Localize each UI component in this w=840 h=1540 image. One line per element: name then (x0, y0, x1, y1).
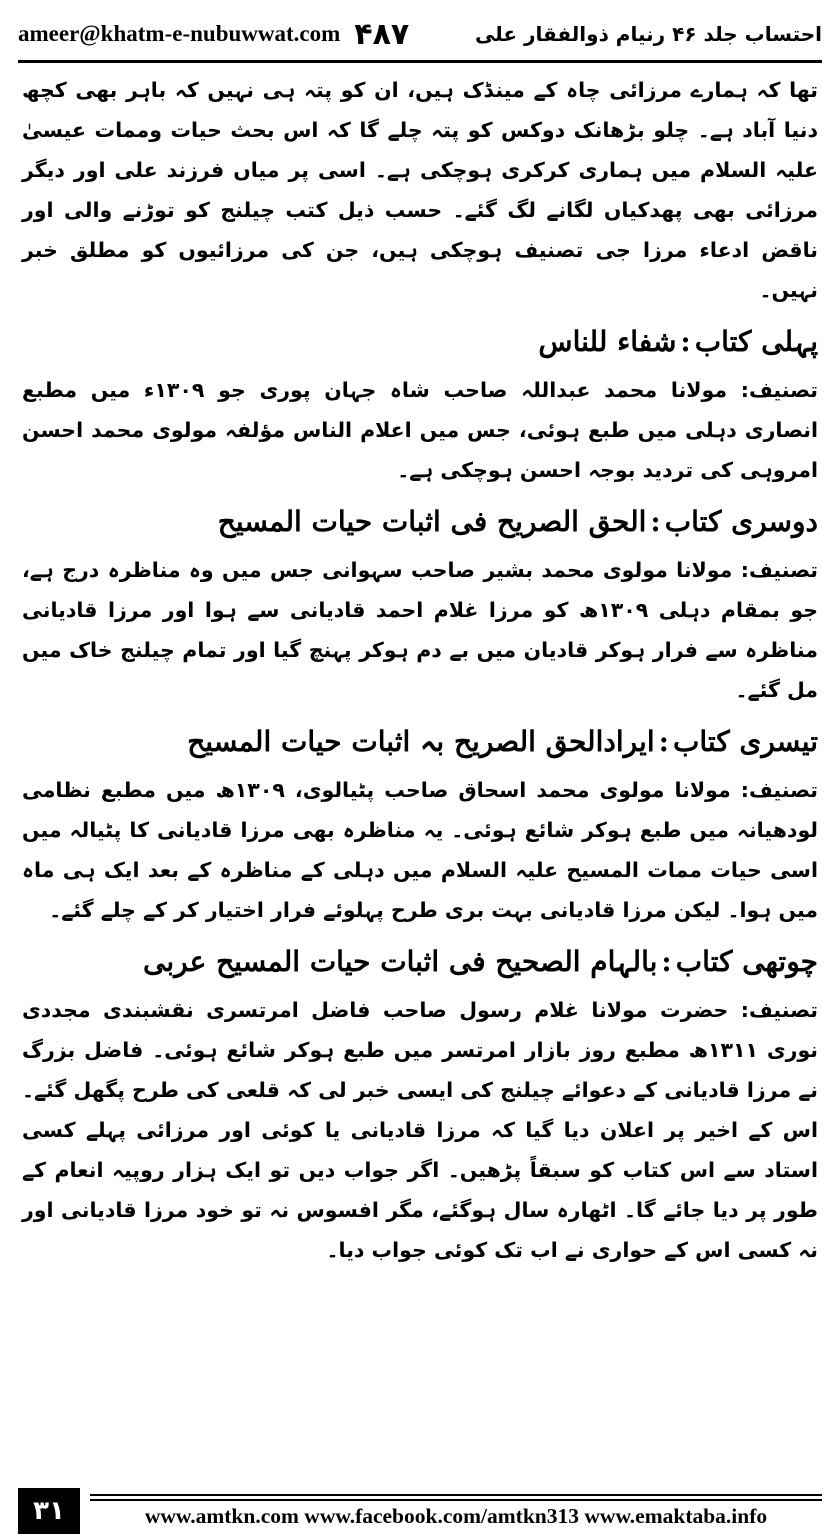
footer-links-area (90, 1488, 822, 1534)
footer-rule-bottom (90, 1499, 822, 1501)
intro-paragraph: تھا کہ ہمارے مرزائی چاہ کے مینڈک ہیں، ان کو پتہ ہی نہیں کہ باہر بھی کچھ دنیا آباد ہے۔ چلو بڑھانک دوکس کو پتہ چلے گا کہ اس بحث حیات وممات عیسیٰ علیہ السلام میں ہماری کرکری ہوچکی ہے۔ اسی پر میاں فرزند علی اور دیگر مرزائی بھی پھدکیاں لگانے لگ گئے۔ حسب ذیل کتب چیلنج کو توڑنے والی اور ناقض ادعاء مرزا جی تصنیف ہوچکی ہیں، جن کی مرزائیوں کو مطلق خبر نہیں۔ (22, 78, 818, 302)
header-page-number: ۴۸۷ (354, 16, 410, 52)
page-header (18, 12, 822, 56)
section-3-title: ایرادالحق الصریح بہ اثبات حیات المسیح (187, 725, 655, 758)
header-email[interactable]: ameer@khatm-e-nubuwwat.com (18, 21, 341, 46)
header-running-title: احتساب جلد ۴۶ رنیام ذوالفقار علی (474, 22, 822, 46)
section-1-title: شفاء للناس (538, 325, 677, 358)
section-2-text: تصنیف: مولانا مولوی محمد بشیر صاحب سہوانی جس میں وہ مناظرہ درج ہے، جو بمقام دہلی ۱۳۰۹ھ کو مرزا غلام احمد قادیانی سے ہوا اور مرزا قادیانی مناظرہ سے فرار ہوکر قادیان میں بے دم ہوکر پہنچ گیا اور تمام چیلنج خاک میں مل گئے۔ (22, 558, 818, 702)
section-1-text: تصنیف: مولانا محمد عبداللہ صاحب شاہ جہان پوری جو ۱۳۰۹ء میں مطبع انصاری دہلی میں طبع ہوئی، جس میں اعلام الناس مؤلفہ مولوی محمد احسن امروہی کی تردید بوجہ احسن ہوچکی ہے۔ (22, 378, 819, 482)
page-body (22, 70, 818, 1270)
section-2-label: دوسری کتاب (664, 505, 818, 538)
footer-links[interactable]: www.amtkn.com www.facebook.com/amtkn313 www.emaktaba.info (144, 1504, 768, 1528)
section-4-text: تصنیف: حضرت مولانا غلام رسول صاحب فاضل امرتسری نقشبندی مجددی نوری ۱۳۱۱ھ مطبع روز بازار امرتسر میں طبع ہوکر شائع ہوئی۔ فاضل بزرگ نے مرزا قادیانی کے دعوائے چیلنج کی ایسی خبر لی کہ قلعی کی طرح پگھل گئے۔ اس کے اخیر پر اعلان دیا گیا کہ مرزا قادیانی یا کوئی اور مرزائی پہلے کسی استاد سے اس کتاب کو سبقاً پڑھیں۔ اگر جواب دیں تو ایک ہزار روپیہ انعام کے طور پر دیا جائے گا۔ اٹھارہ سال ہوگئے، مگر افسوس نہ تو خود مرزا قادیانی اور نہ کسی اس کے حواری نے اب تک کوئی جواب دیا۔ (22, 998, 818, 1262)
section-3-label: تیسری کتاب (672, 725, 818, 758)
section-1-heading: پہلی کتاب:شفاء للناس (538, 325, 818, 358)
section-1-label: پہلی کتاب (694, 325, 818, 358)
section-4-title: بالہام الصحیح فی اثبات حیات المسیح عربی (143, 945, 658, 978)
section-3-text: تصنیف: مولانا مولوی محمد اسحاق صاحب پٹیالوی، ۱۳۰۹ھ میں مطبع نظامی لودھیانہ میں طبع ہوکر شائع ہوئی۔ یہ مناظرہ بھی مرزا قادیانی کا پٹیالہ میں اسی حیات ممات المسیح علیہ السلام میں دہلی کے مناظرہ کے بعد ایک ہی ماہ میں ہوا۔ لیکن مرزا قادیانی بہت بری طرح پہلوئے فرار اختیار کر کے چلے گئے۔ (22, 778, 818, 922)
header-left (18, 17, 409, 52)
page-footer (18, 1488, 822, 1534)
header-rule (18, 60, 822, 63)
section-2-heading: دوسری کتاب:الحق الصریح فی اثبات حیات المسیح (217, 505, 818, 538)
section-4-label: چوتھی کتاب (675, 945, 818, 978)
footer-rule-top (90, 1494, 822, 1496)
section-3-heading: تیسری کتاب:ایرادالحق الصریح بہ اثبات حیات المسیح (187, 725, 818, 758)
section-2-title: الحق الصریح فی اثبات حیات المسیح (217, 505, 647, 538)
footer-folio: ۳۱ (18, 1488, 80, 1534)
section-4-heading: چوتھی کتاب:بالہام الصحیح فی اثبات حیات المسیح عربی (143, 945, 818, 978)
